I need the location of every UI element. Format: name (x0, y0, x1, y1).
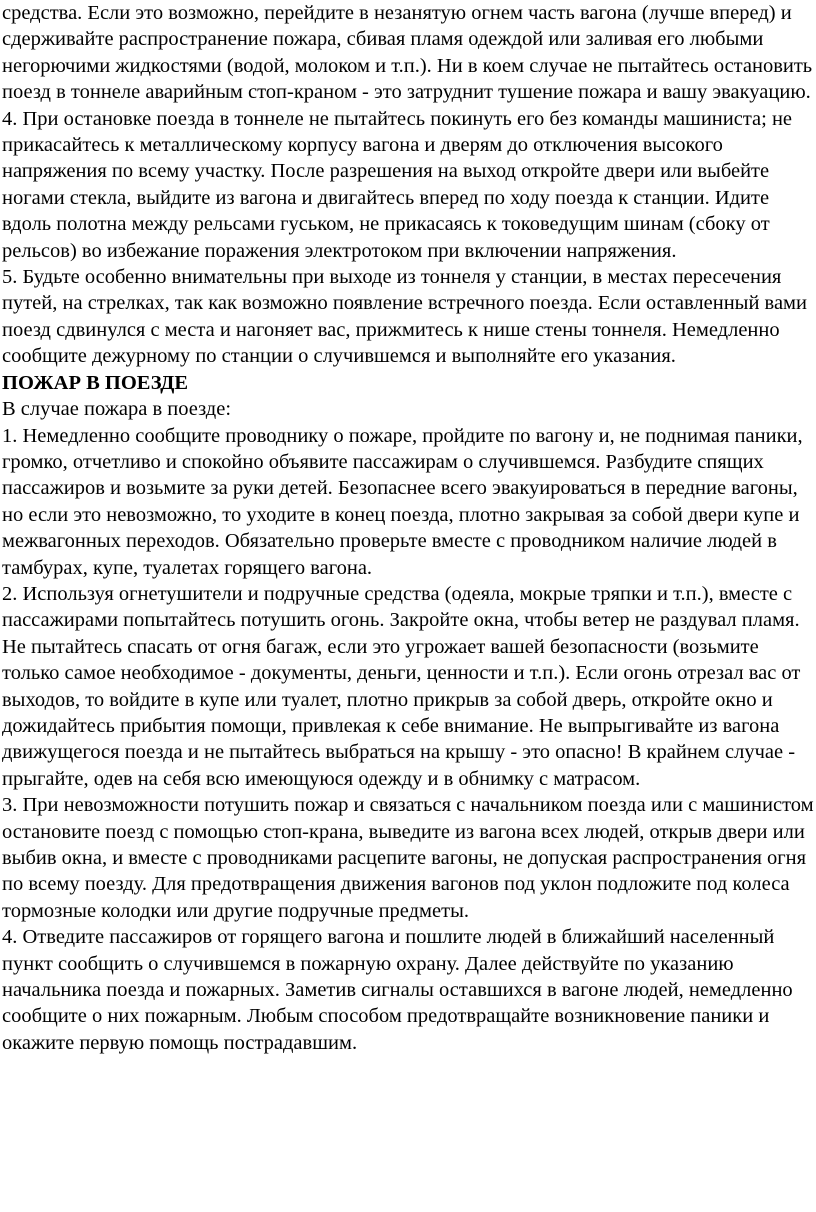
section-heading: ПОЖАР В ПОЕЗДЕ (2, 371, 189, 394)
section-intro: В случае пожара в поезде: (2, 398, 232, 421)
list-item: 3. При невозможности потушить пожар и связаться с начальником поезда или с машинистом остановите поезд с помощью стоп-крана, выведите из вагона всех людей, открыв двери или выбив окна, и вместе с проводниками расцепите вагоны, не допуская распространения огня по всему поезду. Для предотвращения движения вагонов под уклон подложите под колеса тормозные колодки или другие подручные предметы. (2, 794, 814, 922)
list-item: 1. Немедленно сообщите проводнику о пожаре, пройдите по вагону и, не поднимая паники, громко, отчетливо и спокойно объявите пассажирам о случившемся. Разбудите спящих пассажиров и возьмите за руки детей. Безопаснее всего эвакуироваться в передние вагоны, но если это невозможно, то уходите в конец поезда, плотно закрывая за собой двери купе и межвагонных переходов. Обязательно проверьте вместе с проводником наличие людей в тамбурах, купе, туалетах горящего вагона. (2, 424, 803, 579)
paragraph-tunnel-stop: 4. При остановке поезда в тоннеле не пытайтесь покинуть его без команды машиниста; не прикасайтесь к металлическому корпусу вагона и дверям до отключения высокого напряжения по всему участку. После разрешения на выход откройте двери или выбейте ногами стекла, выйдите из вагона и двигайтесь вперед по ходу поезда к станции. Идите вдоль полотна между рельсами гуськом, не прикасаясь к токоведущим шинам (сбоку от рельсов) во избежание поражения электротоком при включении напряжения. (2, 107, 793, 262)
list-item: 2. Используя огнетушители и подручные средства (одеяла, мокрые тряпки и т.п.), вместе с пассажирами попытайтесь потушить огонь. Закройте окна, чтобы ветер не раздувал пламя. Не пытайтесь спасать от огня багаж, если это угрожает вашей безопасности (возьмите только самое необходимое - документы, деньги, ценности и т.п.). Если огонь отрезал вас от выходов, то войдите в купе или туалет, плотно прикрыв за собой дверь, откройте окно и дожидайтесь прибытия помощи, привлекая к себе внимание. Не выпрыгивайте из вагона движущегося поезда и не пытайтесь выбраться на крышу - это опасно! В крайнем случае - прыгайте, одев на себя всю имеющуюся одежду и в обнимку с матрасом. (2, 582, 801, 790)
list-item: 4. Отведите пассажиров от горящего вагона и пошлите людей в ближайший населенный пункт сообщить о случившемся в пожарную охрану. Далее действуйте по указанию начальника поезда и пожарных. Заметив сигналы оставшихся в вагоне людей, немедленно сообщите о них пожарным. Любым способом предотвращайте возникновение паники и окажите первую помощь пострадавшим. (2, 926, 793, 1054)
paragraph-continuation: средства. Если это возможно, перейдите в незанятую огнем часть вагона (лучше вперед) и сдерживайте распространение пожара, сбивая пламя одеждой или заливая его любыми негорючими жидкостями (водой, молоком и т.п.). Ни в коем случае не пытайтесь остановить поезд в тоннеле аварийным стоп-краном - это затруднит тушение пожара и вашу эвакуацию. (2, 2, 813, 104)
paragraph-tunnel-exit: 5. Будьте особенно внимательны при выходе из тоннеля у станции, в местах пересечения путей, на стрелках, так как возможно появление встречного поезда. Если оставленный вами поезд сдвинулся с места и нагоняет вас, прижмитесь к нише стены тоннеля. Немедленно сообщите дежурному по станции о случившемся и выполняйте его указания. (2, 266, 807, 368)
